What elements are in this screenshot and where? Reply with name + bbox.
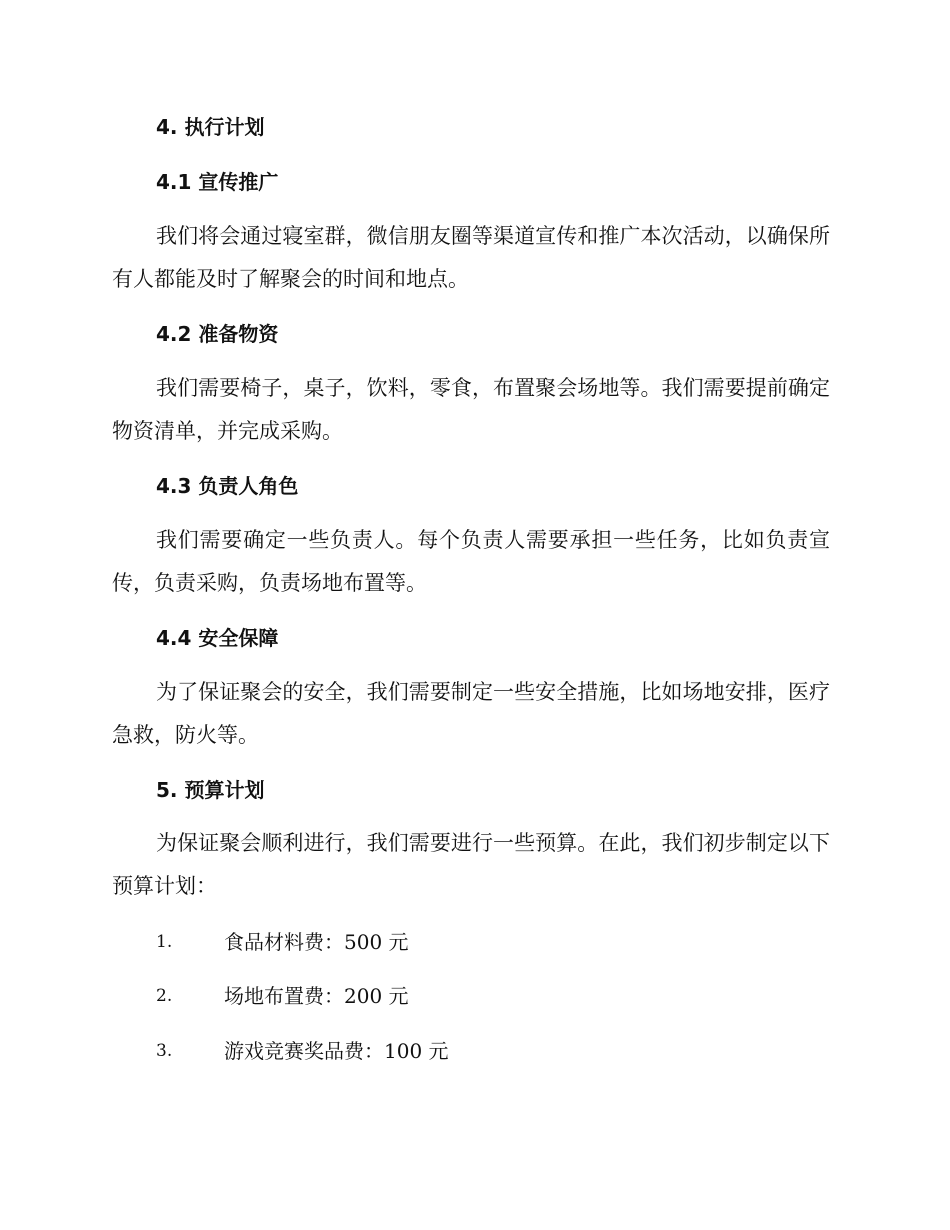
paragraph-4-2: 我们需要椅子，桌子，饮料，零食，布置聚会场地等。我们需要提前确定物资清单，并完成采购。 bbox=[112, 376, 830, 443]
list-item-text: 食品材料费：500 元 bbox=[224, 930, 409, 954]
section-heading-4-1: 4.1 宣传推广 bbox=[156, 170, 279, 194]
list-item-text: 游戏竞赛奖品费：100 元 bbox=[224, 1039, 449, 1063]
paragraph-5: 为保证聚会顺利进行，我们需要进行一些预算。在此，我们初步制定以下预算计划： bbox=[112, 831, 830, 898]
section-heading-4-2: 4.2 准备物资 bbox=[156, 322, 279, 346]
list-item-number: 2. bbox=[156, 986, 173, 1006]
paragraph-4-1: 我们将会通过寝室群，微信朋友圈等渠道宣传和推广本次活动，以确保所有人都能及时了解聚会的时间和地点。 bbox=[112, 224, 830, 291]
list-item-text: 场地布置费：200 元 bbox=[224, 984, 409, 1008]
section-heading-4: 4. 执行计划 bbox=[156, 115, 265, 139]
list-item-number: 3. bbox=[156, 1041, 173, 1061]
section-heading-4-4: 4.4 安全保障 bbox=[156, 626, 279, 650]
list-item bbox=[112, 1038, 830, 1064]
list-item bbox=[112, 983, 830, 1009]
list-item bbox=[112, 929, 830, 955]
list-item-number: 1. bbox=[156, 932, 173, 952]
section-heading-4-3: 4.3 负责人角色 bbox=[156, 474, 299, 498]
paragraph-4-4: 为了保证聚会的安全，我们需要制定一些安全措施，比如场地安排，医疗急救，防火等。 bbox=[112, 680, 830, 747]
paragraph-4-3: 我们需要确定一些负责人。每个负责人需要承担一些任务，比如负责宣传，负责采购，负责场地布置等。 bbox=[112, 528, 830, 595]
section-heading-5: 5. 预算计划 bbox=[156, 778, 265, 802]
